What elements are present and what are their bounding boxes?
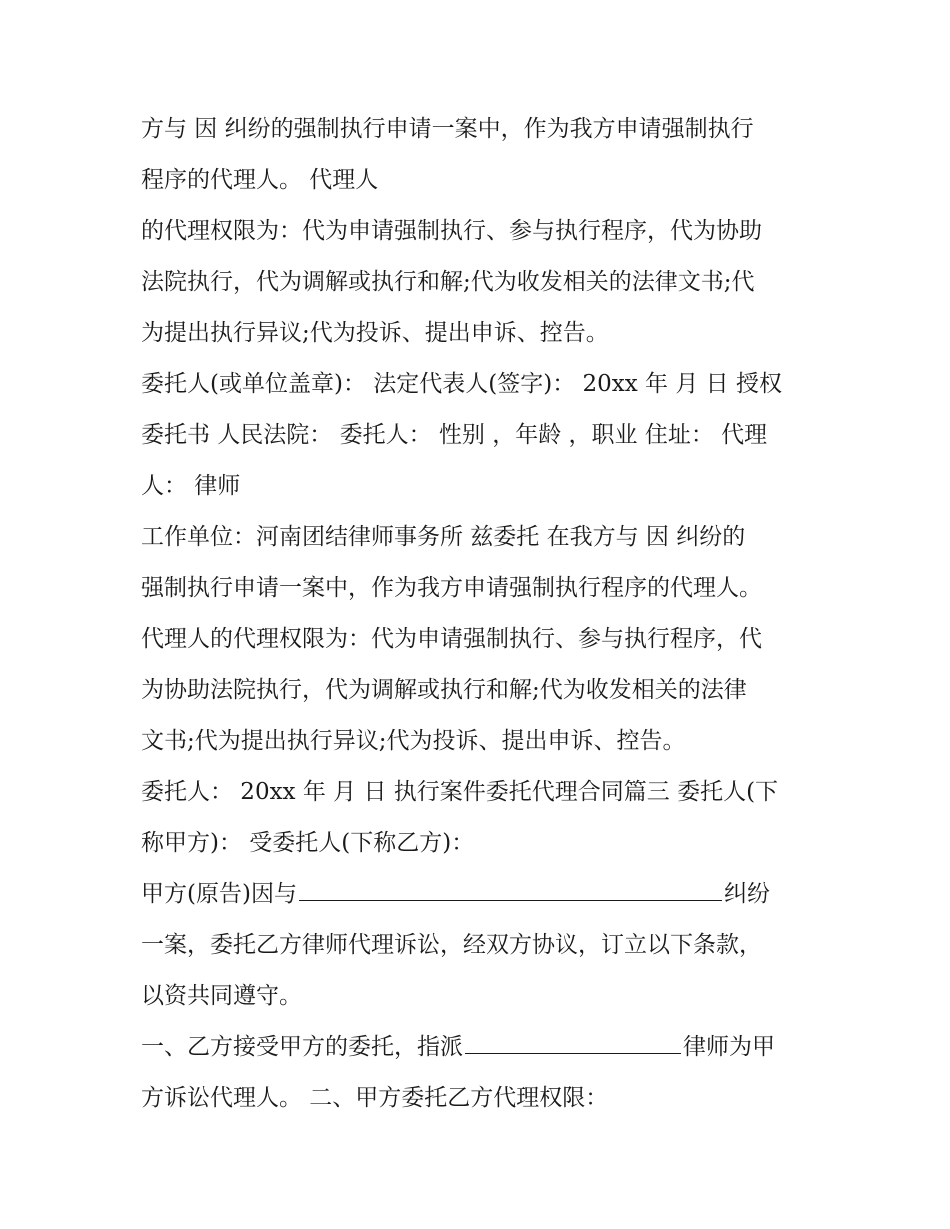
text-line: 以资共同遵守。: [141, 983, 302, 1009]
text-line: 委托人(或单位盖章)： 法定代表人(签字)： 20xx 年 月 日 授权: [141, 371, 782, 397]
text-line: 称甲方)： 受委托人(下称乙方)：: [141, 830, 475, 856]
text-line: 法院执行，代为调解或执行和解;代为收发相关的法律文书;代: [141, 269, 755, 295]
text-line: 强制执行申请一案中，作为我方申请强制执行程序的代理人。: [141, 575, 762, 601]
text-line: 委托人： 20xx 年 月 日 执行案件委托代理合同篇三 委托人(下: [141, 779, 779, 805]
text-line: 文书;代为提出执行异议;代为投诉、提出申诉、控告。: [141, 728, 686, 754]
fill-in-blank: [465, 1029, 681, 1054]
text-line: 方与 因 纠纷的强制执行申请一案中，作为我方申请强制执行: [141, 116, 754, 142]
text-line: 为协助法院执行，代为调解或执行和解;代为收发相关的法律: [141, 677, 747, 703]
text-segment: 纠纷: [723, 881, 770, 907]
text-line: 程序的代理人。 代理人: [141, 167, 379, 193]
text-line: 一案，委托乙方律师代理诉讼，经双方协议，订立以下条款，: [141, 932, 762, 958]
text-segment: 律师为甲: [683, 1034, 775, 1060]
text-line: 人： 律师: [141, 473, 241, 499]
text-line-with-blank: [141, 871, 821, 922]
fill-in-blank: [299, 876, 722, 901]
text-line: 代理人的代理权限为：代为申请强制执行、参与执行程序，代: [141, 626, 762, 652]
text-line-with-blank: [141, 1024, 821, 1075]
text-segment: 甲方(原告)因与: [141, 881, 297, 907]
text-line: 为提出执行异议;代为投诉、提出申诉、控告。: [141, 320, 609, 346]
document-body: [141, 106, 821, 1126]
text-segment: 一、乙方接受甲方的委托，指派: [141, 1034, 463, 1060]
text-line: 工作单位：河南团结律师事务所 兹委托 在我方与 因 纠纷的: [141, 524, 746, 550]
text-line: 委托书 人民法院： 委托人： 性别 ，年龄 ，职业 住址： 代理: [141, 422, 768, 448]
text-line: 方诉讼代理人。 二、甲方委托乙方代理权限：: [141, 1085, 609, 1111]
text-line: 的代理权限为：代为申请强制执行、参与执行程序，代为协助: [141, 218, 762, 244]
